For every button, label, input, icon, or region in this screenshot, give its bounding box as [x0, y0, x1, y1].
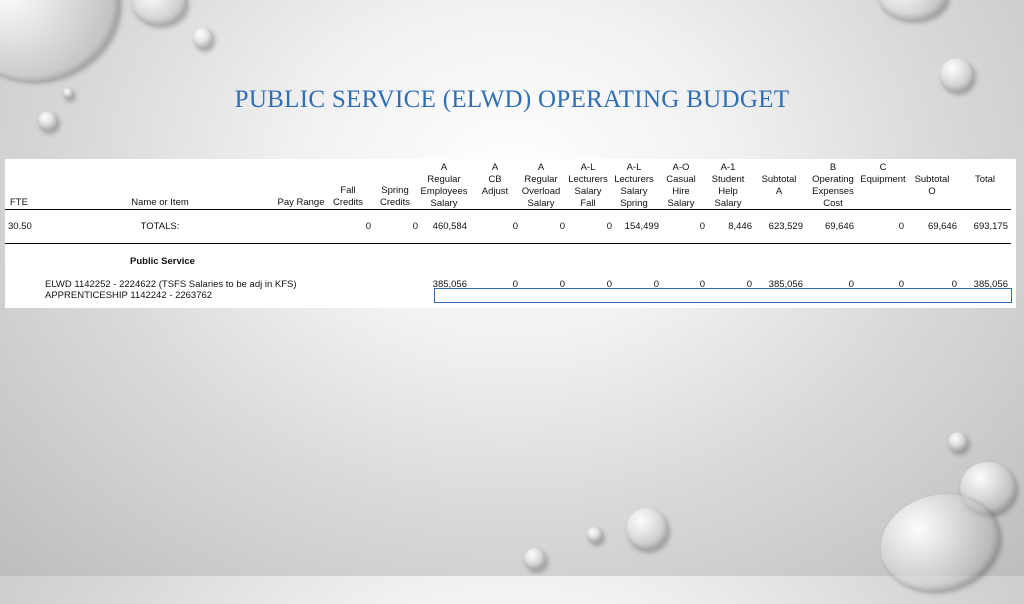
water-drop-decoration — [193, 27, 213, 49]
column-header-fte: FTE — [10, 197, 28, 208]
totals-cb-adjust: 0 — [512, 221, 518, 232]
totals-divider — [5, 243, 1011, 244]
water-drop-decoration — [524, 548, 546, 570]
water-drop-decoration — [878, 0, 948, 20]
item-operating-expenses-cost: 0 — [848, 279, 854, 290]
column-header-total: Total — [974, 174, 996, 185]
column-header-regular-overload-salary: A Regular Overload Salary — [521, 162, 561, 209]
totals-casual-hire-salary: 0 — [699, 221, 705, 232]
column-header-lecturers-salary-fall: A-L Lecturers Salary Fall — [568, 162, 608, 209]
item-name: ELWD 1142252 - 2224622 (TSFS Salaries to be adj in KFS) — [45, 279, 297, 290]
item-total: 385,056 — [973, 279, 1008, 290]
item-cb-adjust: 0 — [512, 279, 518, 290]
totals-student-help-salary: 8,446 — [728, 221, 752, 232]
totals-equipment: 0 — [898, 221, 904, 232]
column-header-spring-credits: Spring Credits — [379, 185, 411, 208]
totals-lecturers-salary-fall: 0 — [606, 221, 612, 232]
column-header-fall-credits: Fall Credits — [332, 185, 364, 208]
totals-regular-overload-salary: 0 — [559, 221, 565, 232]
selected-cell-range[interactable] — [434, 288, 1012, 303]
page-title: PUBLIC SERVICE (ELWD) OPERATING BUDGET — [234, 86, 790, 113]
section-label: Public Service — [130, 256, 195, 267]
column-header-cb-adjust: A CB Adjust — [481, 162, 509, 197]
item-student-help-salary: 0 — [746, 279, 752, 290]
totals-lecturers-salary-spring: 154,499 — [624, 221, 659, 232]
item-lecturers-salary-fall: 0 — [606, 279, 612, 290]
totals-spring-credits: 0 — [412, 221, 418, 232]
column-header-subtotal-a: Subtotal A — [761, 174, 797, 197]
water-drop-decoration — [132, 0, 187, 25]
totals-subtotal-a: 623,529 — [768, 221, 803, 232]
column-header-name: Name or Item — [131, 197, 189, 208]
column-header-equipment: C Equipment — [860, 162, 906, 185]
column-header-pay-range: Pay Range — [277, 197, 325, 208]
totals-regular-employees-salary: 460,584 — [432, 221, 467, 232]
column-header-lecturers-salary-spring: A-L Lecturers Salary Spring — [614, 162, 654, 209]
totals-fall-credits: 0 — [365, 221, 371, 232]
header-divider — [5, 209, 1011, 210]
item-regular-overload-salary: 0 — [559, 279, 565, 290]
item-subtotal-o: 0 — [951, 279, 957, 290]
totals-subtotal-o: 69,646 — [927, 221, 957, 232]
water-drop-decoration — [38, 111, 58, 131]
column-header-operating-expenses-cost: B Operating Expenses Cost — [812, 162, 854, 209]
item-casual-hire-salary: 0 — [699, 279, 705, 290]
totals-total: 693,175 — [973, 221, 1008, 232]
totals-label: TOTALS: — [140, 221, 180, 232]
column-header-student-help-salary: A-1 Student Help Salary — [711, 162, 745, 209]
item-lecturers-salary-spring: 0 — [653, 279, 659, 290]
item-equipment: 0 — [898, 279, 904, 290]
totals-operating-expenses-cost: 69,646 — [824, 221, 854, 232]
column-header-casual-hire-salary: A-O Casual Hire Salary — [666, 162, 696, 209]
column-header-regular-employees-salary: A Regular Employees Salary — [420, 162, 468, 209]
column-header-subtotal-o: Subtotal O — [914, 174, 950, 197]
water-drop-decoration — [948, 432, 968, 452]
item-subtotal-a: 385,056 — [768, 279, 803, 290]
water-drop-decoration — [626, 508, 668, 550]
item-name: APPRENTICESHIP 1142242 - 2263762 — [45, 290, 213, 301]
item-regular-employees-salary: 385,056 — [432, 279, 467, 290]
water-drop-decoration — [587, 527, 603, 543]
totals-fte: 30.50 — [8, 221, 32, 232]
budget-spreadsheet — [5, 159, 1016, 308]
